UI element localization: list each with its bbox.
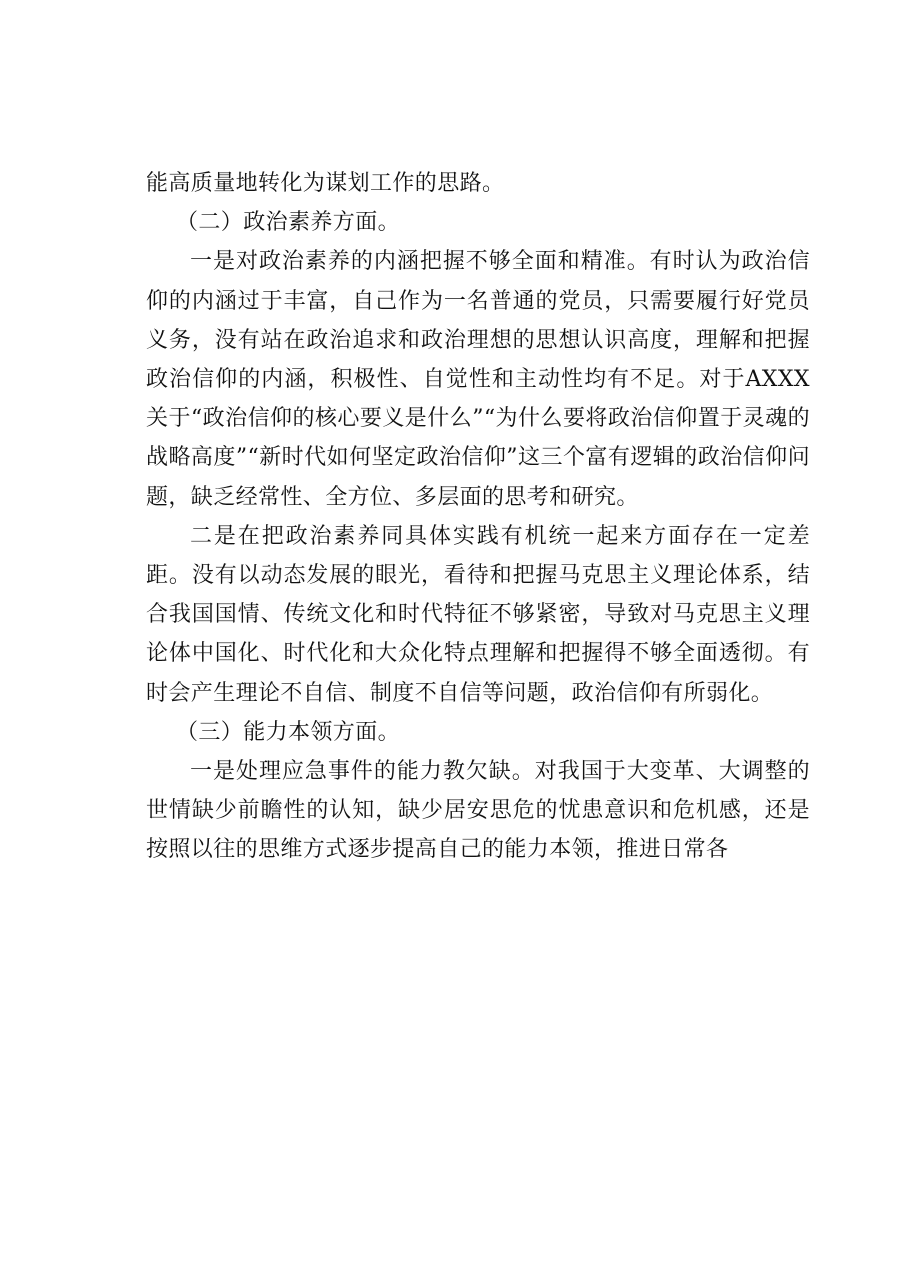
paragraph-ability-1: 一是处理应急事件的能力教欠缺。对我国于大变革、大调整的世情缺少前瞻性的认知，缺少居安思危的忧患意识和危机感，还是按照以往的思维方式逐步提高自己的能力本领，推进日常各	[146, 759, 810, 863]
document-body	[146, 164, 810, 870]
paragraph-continuation: 能高质量地转化为谋划工作的思路。	[146, 171, 505, 196]
paragraph-political-literacy-1: 一是对政治素养的内涵把握不够全面和精准。有时认为政治信仰的内涵过于丰富，自己作为一名普通的党员，只需要履行好党员义务，没有站在政治追求和政治理想的思想认识高度，理解和把握政治信仰的内涵，积极性、自觉性和主动性均有不足。对于AXXX关于“政治信仰的核心要义是什么”“为什么要将政治信仰置于灵魂的战略高度”“新时代如何坚定政治信仰”这三个富有逻辑的政治信仰问题，缺乏经常性、全方位、多层面的思考和研究。	[146, 249, 810, 510]
paragraph-political-literacy-2: 二是在把政治素养同具体实践有机统一起来方面存在一定差距。没有以动态发展的眼光，看待和把握马克思主义理论体系，结合我国国情、传统文化和时代特征不够紧密，导致对马克思主义理论体中国化、时代化和大众化特点理解和把握得不够全面透彻。有时会产生理论不自信、制度不自信等问题，政治信仰有所弱化。	[146, 523, 810, 706]
section-heading-ability: （三）能力本领方面。	[176, 719, 401, 745]
section-heading-political-literacy: （二）政治素养方面。	[176, 210, 401, 236]
